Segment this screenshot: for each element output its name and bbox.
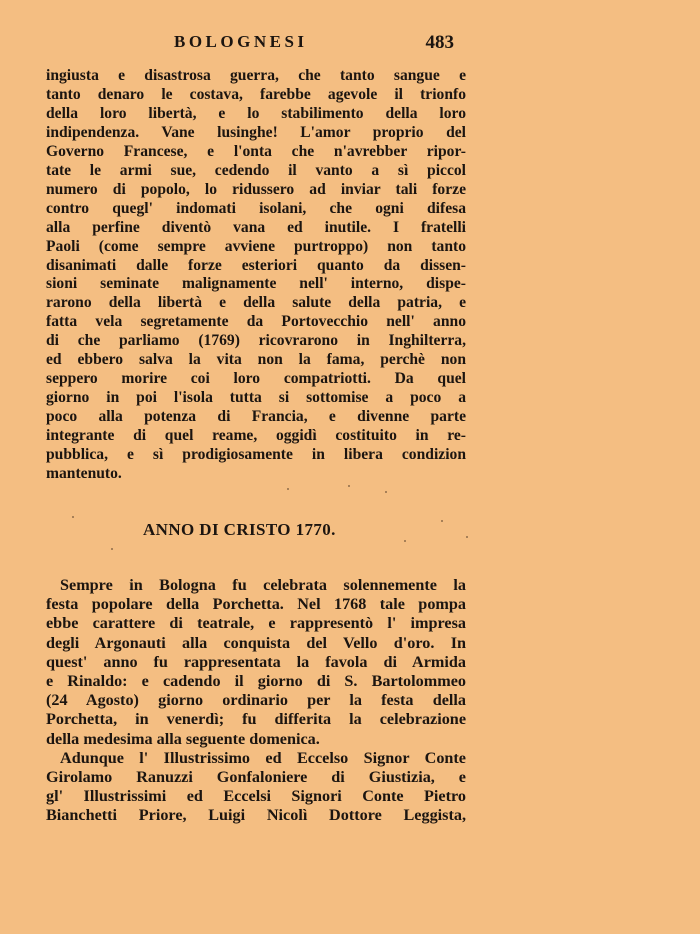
text-line: rarono della libertà e della salute della patria, e [46, 294, 466, 312]
paragraph-corsica [46, 67, 466, 484]
text-line: di che parliamo (1769) ricovrarono in Inghilterra, [46, 332, 466, 350]
text-line: gl' Illustrissimi ed Eccelsi Signori Conte Pietro [46, 787, 466, 806]
print-speck [441, 520, 443, 522]
text-line: tanto denaro le costava, farebbe agevole il trionfo [46, 85, 466, 103]
print-speck [466, 536, 468, 538]
text-line: Girolamo Ranuzzi Gonfaloniere di Giustizia, e [46, 768, 466, 787]
print-speck [404, 540, 406, 542]
text-line: integrante di quel reame, oggidì costituito in re- [46, 427, 466, 445]
text-line: contro quegl' indomati isolani, che ogni difesa [46, 199, 466, 217]
text-line: Paoli (come sempre avviene purtroppo) non tanto [46, 237, 466, 255]
paragraph-porchetta [46, 576, 466, 826]
text-line: fatta vela segretamente da Portovecchio nell' anno [46, 313, 466, 331]
text-line: Adunque l' Illustrissimo ed Eccelso Signor Conte [60, 748, 466, 767]
page-number: 483 [425, 32, 454, 53]
text-line: seppero morire coi loro compatriotti. Da quel [46, 370, 466, 388]
text-line: ebbe carattere di teatrale, e rappresentò l' impresa [46, 614, 466, 633]
text-line: pubblica, e sì prodigiosamente in libera condizion [46, 446, 466, 464]
text-line: Bianchetti Priore, Luigi Nicolì Dottore Leggista, [46, 806, 466, 825]
text-line: quest' anno fu rappresentata la favola di Armida [46, 652, 466, 671]
text-line: alla perfine diventò vana ed inutile. I fratelli [46, 218, 466, 236]
text-line: festa popolare della Porchetta. Nel 1768 tale pompa [46, 595, 466, 614]
text-line: della medesima alla seguente domenica. [46, 729, 320, 748]
text-line: numero di popolo, lo ridussero ad inviar tali forze [46, 180, 466, 198]
text-line: poco alla potenza di Francia, e divenne parte [46, 408, 466, 426]
text-line: indipendenza. Vane lusinghe! L'amor proprio del [46, 123, 466, 141]
text-line: ingiusta e disastrosa guerra, che tanto sangue e [46, 67, 466, 84]
section-heading: ANNO DI CRISTO 1770. [143, 520, 336, 539]
print-speck [287, 488, 289, 490]
print-speck [348, 485, 350, 487]
text-line: sioni seminate malignamente nell' interno, dispe- [46, 275, 466, 293]
text-line: degli Argonauti alla conquista del Vello d'oro. In [46, 633, 466, 652]
text-line: giorno in poi l'isola tutta si sottomise a poco a [46, 389, 466, 407]
text-line: della loro libertà, e lo stabilimento della loro [46, 104, 466, 122]
print-speck [385, 491, 387, 493]
print-speck [111, 548, 113, 550]
print-speck [72, 516, 74, 518]
text-line: Porchetta, in venerdì; fu differita la celebrazione [46, 710, 466, 729]
text-line: disanimati dalle forze esteriori quanto da dissen- [46, 256, 466, 274]
page-header [46, 32, 470, 58]
text-line: (24 Agosto) giorno ordinario per la festa della [46, 691, 466, 710]
text-line: e Rinaldo: e cadendo il giorno di S. Bartolommeo [46, 672, 466, 691]
text-line: tate le armi sue, cedendo il vanto a sì piccol [46, 161, 466, 179]
text-line: ed ebbero salva la vita non la fama, perchè non [46, 351, 466, 369]
text-line: Governo Francese, e l'onta che n'avrebber ripor- [46, 142, 466, 160]
text-line: Sempre in Bologna fu celebrata solennemente la [60, 576, 466, 594]
running-head: BOLOGNESI [174, 32, 308, 51]
text-line: mantenuto. [46, 465, 122, 483]
